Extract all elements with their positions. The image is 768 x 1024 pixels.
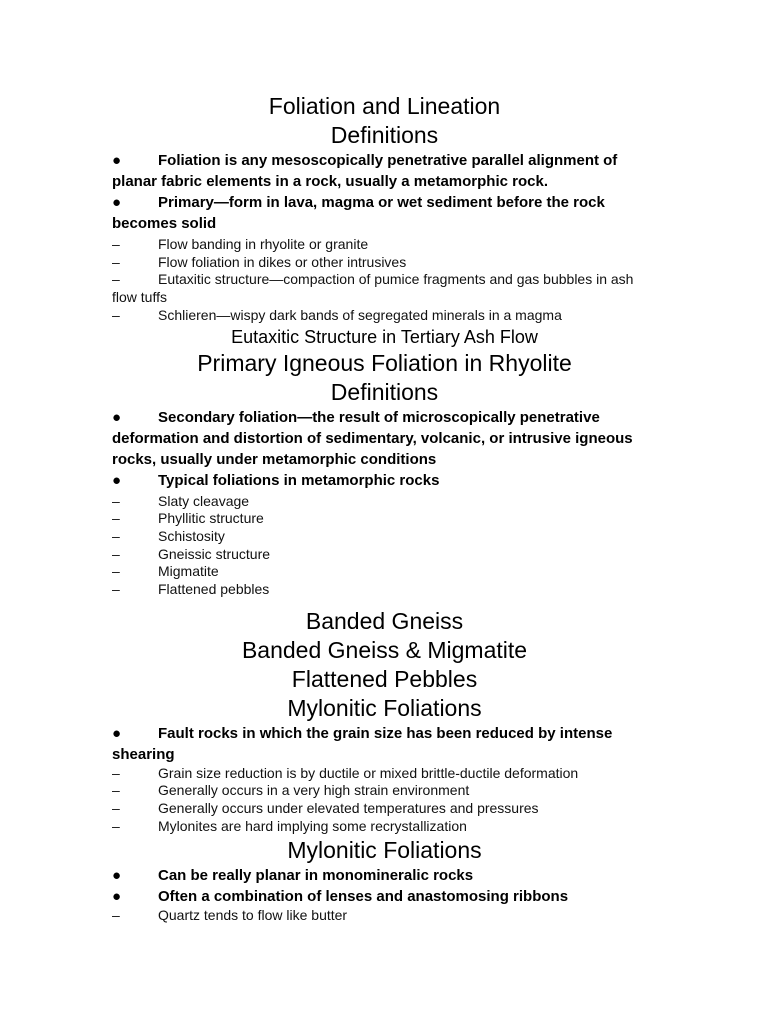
dash-text: Schlieren—wispy dark bands of segregated minerals in a magma [158, 306, 562, 323]
dash-text: Slaty cleavage [158, 492, 250, 509]
dash-text: Migmatite [158, 563, 219, 580]
dash-icon: – [112, 527, 120, 544]
section-heading-mylonitic-foliations: Mylonitic Foliations [287, 694, 482, 721]
dash-item [112, 528, 657, 546]
section-heading-primary-igneous: Primary Igneous Foliation in Rhyolite [197, 349, 572, 376]
dash-item [112, 236, 657, 254]
section-heading-definitions: Definitions [330, 122, 439, 148]
bullet-text: Typical foliations in metamorphic rocks [158, 471, 440, 489]
dash-icon: – [112, 800, 120, 817]
dash-text: Schistosity [158, 527, 225, 544]
bullet-item [112, 723, 657, 765]
bullet-icon: ● [112, 152, 122, 169]
dash-item [112, 907, 657, 925]
bullet-text: Often a combination of lenses and anastomosing ribbons [158, 887, 569, 905]
dash-item [112, 782, 657, 800]
bullet-icon: ● [112, 471, 122, 489]
dash-text: Mylonites are hard implying some recrystallization [158, 817, 467, 834]
section-heading-eutaxitic: Eutaxitic Structure in Tertiary Ash Flow [231, 326, 538, 347]
dash-text: Flattened pebbles [158, 581, 270, 598]
dash-item [112, 493, 657, 511]
bullet-item [112, 470, 657, 491]
bullet-icon: ● [112, 194, 122, 211]
dash-item [112, 271, 657, 306]
dash-item [112, 765, 657, 783]
dash-text: Flow banding in rhyolite or granite [158, 236, 369, 252]
dash-text: Phyllitic structure [158, 510, 264, 527]
dash-item [112, 800, 657, 818]
bullet-icon: ● [112, 866, 122, 884]
dash-icon: – [112, 581, 120, 598]
bullet-icon: ● [112, 887, 122, 905]
bullet-item [112, 192, 657, 234]
dash-text: Quartz tends to flow like butter [158, 906, 348, 923]
dash-icon: – [112, 563, 120, 580]
dash-item [112, 563, 657, 581]
bullet-text: Fault rocks in which the grain size has been reduced by intense shearing [112, 724, 613, 763]
bullet-text: Secondary foliation—the result of microscopically penetrative deformation and distortion of sedimentary, volcanic, or intrusive igneous rocks, usually under metamorphic conditions [112, 408, 633, 468]
dash-icon: – [112, 492, 120, 509]
dash-item [112, 307, 657, 325]
bullet-text: Can be really planar in monomineralic rocks [158, 866, 474, 884]
dash-item [112, 581, 657, 599]
page-title: Foliation and Lineation [268, 93, 501, 119]
dash-text: Gneissic structure [158, 545, 271, 562]
dash-icon: – [112, 545, 120, 562]
bullet-item [112, 886, 657, 907]
dash-item [112, 510, 657, 528]
dash-text: Flow foliation in dikes or other intrusives [158, 253, 407, 270]
bullet-item [112, 150, 657, 192]
dash-item [112, 818, 657, 836]
document-page [112, 92, 657, 924]
dash-text: Generally occurs in a very high strain environment [158, 782, 470, 799]
dash-text: Eutaxitic structure—compaction of pumice fragments and gas bubbles in ash flow tuffs [112, 271, 634, 306]
dash-icon: – [112, 782, 120, 799]
bullet-text: Foliation is any mesoscopically penetrative parallel alignment of planar fabric elements in a rock, usually a metamorphic rock. [112, 152, 618, 190]
bullet-text: Primary—form in lava, magma or wet sediment before the rock becomes solid [112, 194, 605, 232]
section-heading-flattened-pebbles: Flattened Pebbles [291, 665, 478, 692]
section-heading-banded-gneiss-migmatite: Banded Gneiss & Migmatite [241, 636, 528, 663]
section-heading-definitions: Definitions [330, 378, 439, 405]
dash-icon: – [112, 306, 120, 323]
section-heading-mylonitic-foliations: Mylonitic Foliations [287, 836, 482, 863]
dash-text: Generally occurs under elevated temperatures and pressures [158, 800, 539, 817]
bullet-item [112, 865, 657, 886]
bullet-icon: ● [112, 408, 122, 426]
dash-icon: – [112, 253, 120, 270]
dash-icon: – [112, 817, 120, 834]
dash-item [112, 546, 657, 564]
bullet-item [112, 407, 657, 470]
dash-icon: – [112, 271, 120, 288]
dash-icon: – [112, 764, 120, 781]
dash-text: Grain size reduction is by ductile or mixed brittle-ductile deformation [158, 764, 579, 781]
section-heading-banded-gneiss: Banded Gneiss [305, 607, 464, 634]
dash-icon: – [112, 906, 120, 923]
dash-icon: – [112, 510, 120, 527]
dash-icon: – [112, 236, 120, 252]
dash-item [112, 254, 657, 272]
bullet-icon: ● [112, 724, 122, 742]
